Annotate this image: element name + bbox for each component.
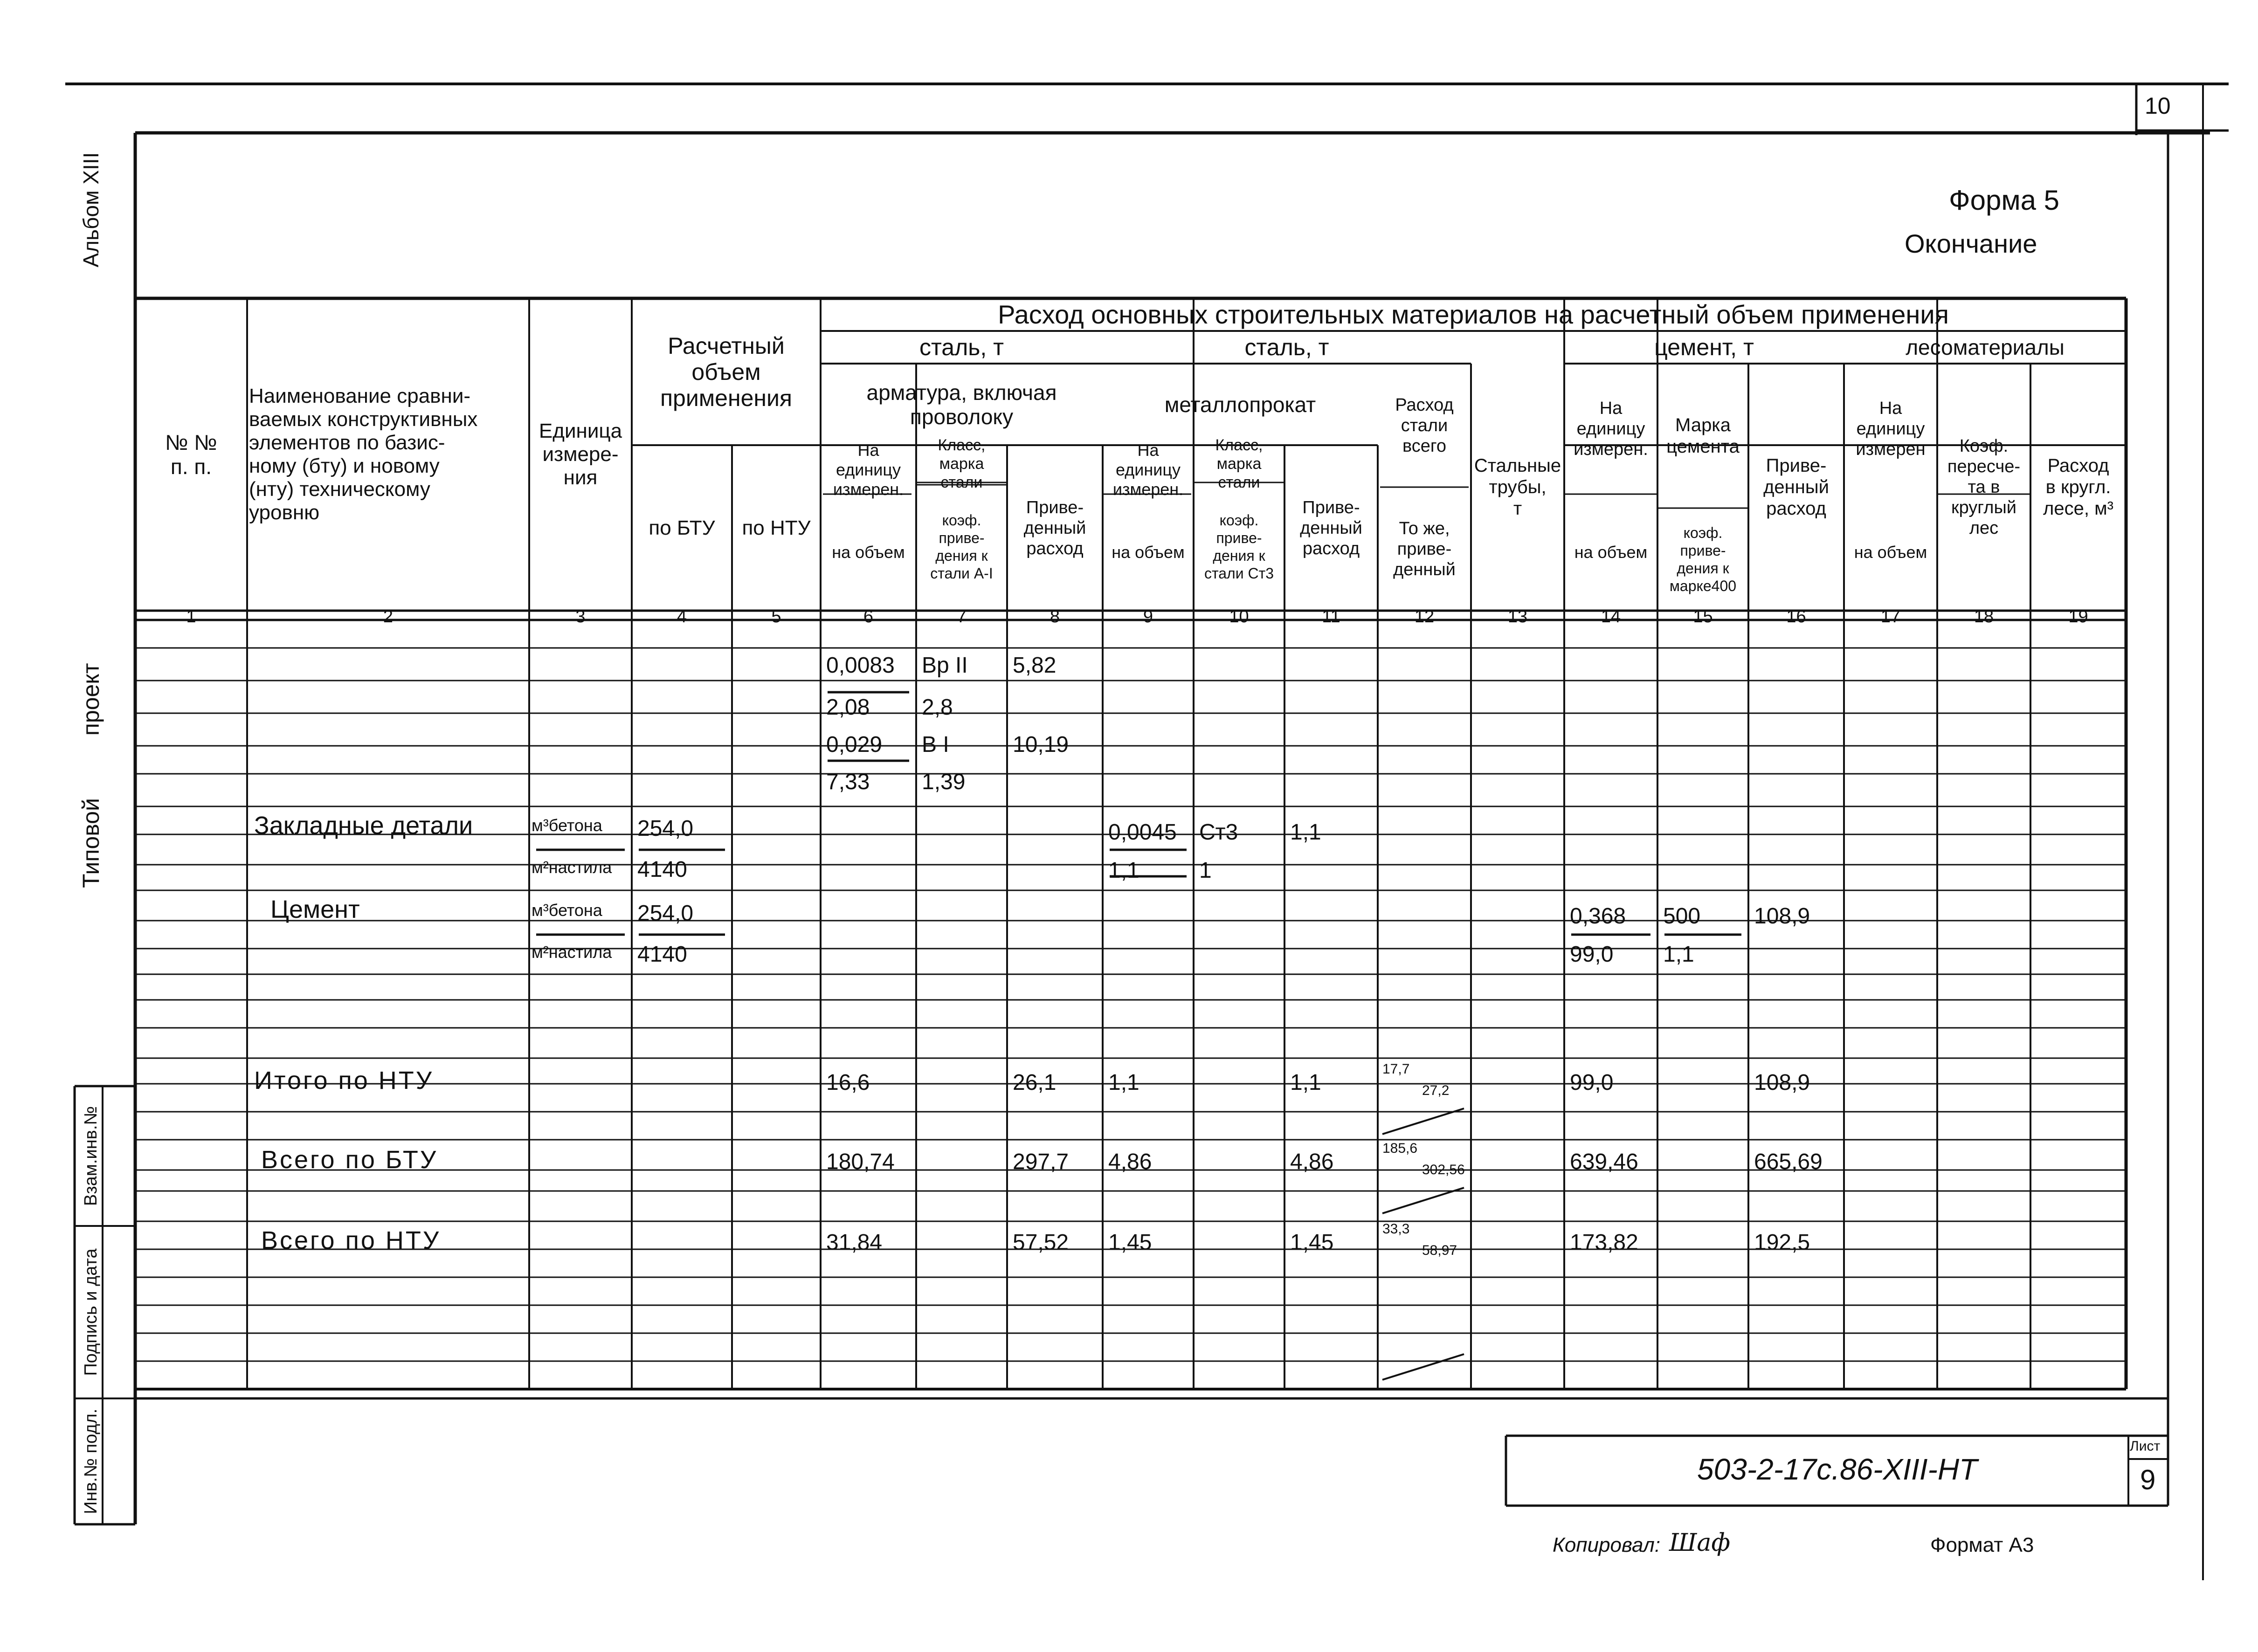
arm-r3-per-unit: 0,029 (826, 732, 883, 757)
header-c9-per-volume: на объем (1112, 543, 1185, 562)
cement-name: Цемент (270, 895, 360, 923)
header-by-ntu: по НТУ (742, 516, 811, 539)
format-label: Формат А3 (1930, 1534, 2034, 1556)
column-number-2: 2 (383, 607, 394, 626)
header-c14-per-volume: на объем (1574, 543, 1648, 562)
header-number: № № п. п. (165, 430, 217, 479)
arm-r1-class: Вр II (922, 653, 968, 678)
total-ntu-c14: 99,0 (1570, 1070, 1614, 1095)
document-code: 503-2-17с.86-XIII-НТ (1697, 1452, 1978, 1486)
header-c11-reduced: Приве- денный расход (1300, 497, 1362, 558)
embedded-class: Ст3 (1199, 820, 1238, 845)
arm-r1-reduced: 5,82 (1013, 653, 1056, 678)
column-number-9: 9 (1143, 607, 1153, 626)
header-calc-volume: Расчетный объем применения (660, 332, 793, 411)
copied-label: Копировал: (1553, 1534, 1661, 1556)
total-btu-all-name: Всего по БТУ (261, 1146, 438, 1174)
arm-r2-coef: 2,8 (922, 695, 953, 720)
column-number-14: 14 (1601, 607, 1621, 626)
column-number-6: 6 (863, 607, 874, 626)
embedded-reduced: 1,1 (1290, 820, 1321, 845)
header-c16-reduced: Приве- денный расход (1763, 455, 1829, 519)
column-number-17: 17 (1880, 607, 1901, 626)
header-c12-total: Расход стали всего (1395, 395, 1454, 456)
total-ntu-c12-total: 17,7 (1382, 1061, 1410, 1077)
sheet-value: 9 (2140, 1464, 2156, 1495)
header-c7-coef: коэф. приве- дения к стали А-I (930, 511, 993, 582)
cement-reduced: 108,9 (1754, 904, 1810, 929)
total-btu-all-c14: 639,46 (1570, 1150, 1638, 1174)
header-c10-class: Класс, марка стали (1215, 436, 1263, 491)
total-ntu-c6: 16,6 (826, 1070, 870, 1095)
column-number-10: 10 (1229, 607, 1249, 626)
header-c15-coef: коэф. приве- дения к марке400 (1669, 524, 1737, 594)
total-ntu-all-c11: 1,45 (1290, 1230, 1334, 1255)
copied-signature: Шаф (1669, 1529, 1731, 1557)
embedded-volume-ntu: 4140 (637, 857, 687, 882)
header-steel-rolled: сталь, т (1244, 334, 1329, 360)
project-type-label: Типовой проект (78, 663, 104, 888)
header-c8-reduced: Приве- денный расход (1023, 497, 1086, 558)
total-btu-all-c11: 4,86 (1290, 1150, 1334, 1174)
stamp-replaced-inv: Взам.инв.№ (81, 1106, 101, 1206)
total-ntu-all-c8: 57,52 (1013, 1230, 1069, 1255)
header-c15-cement-grade: Марка цемента (1666, 415, 1740, 457)
column-number-12: 12 (1414, 607, 1435, 626)
total-ntu-all-c9: 1,45 (1108, 1230, 1152, 1255)
arm-r4-coef: 1,39 (922, 770, 966, 794)
sheet-number-top: 10 (2145, 93, 2171, 119)
total-ntu-all-name: Всего по НТУ (261, 1226, 441, 1254)
column-number-16: 16 (1786, 607, 1806, 626)
column-number-18: 18 (1974, 607, 1994, 626)
arm-r1-per-unit: 0,0083 (826, 653, 895, 678)
column-number-1: 1 (186, 607, 196, 626)
embedded-per-volume: 1,1 (1108, 858, 1139, 883)
cement-unit-concrete: м³бетона (532, 901, 602, 920)
total-ntu-name: Итого по НТУ (254, 1067, 434, 1094)
total-btu-all-c12-reduced: 302,56 (1422, 1162, 1465, 1177)
stamp-original-inv: Инв.№ подл. (81, 1408, 101, 1514)
cement-volume-ntu: 4140 (637, 942, 687, 967)
arm-r4-per-volume: 7,33 (826, 770, 870, 794)
header-element-name: Наименование сравни- ваемых конструктивных элементов по базис- ному (бту) и новому (нту) техническому уровню (249, 385, 478, 524)
header-c10-coef: коэф. приве- дения к стали Ст3 (1204, 511, 1274, 582)
total-ntu-c9: 1,1 (1108, 1070, 1139, 1095)
header-main-materials: Расход основных строительных материалов на расчетный объем применения (998, 300, 1949, 329)
embedded-per-unit: 0,0045 (1108, 820, 1177, 845)
total-ntu-all-c14: 173,82 (1570, 1230, 1638, 1255)
total-ntu-c16: 108,9 (1754, 1070, 1810, 1095)
sheet-label: Лист (2130, 1439, 2161, 1454)
arm-r3-class: В I (922, 732, 949, 757)
total-ntu-c11: 1,1 (1290, 1070, 1321, 1095)
column-number-11: 11 (1322, 607, 1340, 626)
form-subtitle: Окончание (1905, 229, 2037, 258)
total-btu-all-c12-total: 185,6 (1382, 1141, 1418, 1156)
total-ntu-all-c12-reduced: 58,97 (1422, 1243, 1457, 1258)
embedded-unit-concrete: м³бетона (532, 816, 602, 835)
total-ntu-all-c16: 192,5 (1754, 1230, 1810, 1255)
cement-coef: 1,1 (1663, 942, 1694, 967)
header-c17-per-volume: на объем (1854, 543, 1927, 562)
header-cement: цемент, т (1654, 334, 1754, 360)
column-number-15: 15 (1693, 607, 1713, 626)
total-btu-all-c6: 180,74 (826, 1150, 895, 1174)
stamp-signature-date: Подпись и дата (81, 1248, 101, 1376)
cement-grade: 500 (1663, 904, 1701, 929)
header-steel-armature: сталь, т (919, 334, 1004, 360)
cement-per-volume: 99,0 (1570, 942, 1614, 967)
column-number-4: 4 (677, 607, 687, 626)
header-c18-coef-round: Коэф. пересче- та в круглый лес (1947, 436, 2021, 538)
embedded-coef: 1 (1199, 858, 1212, 883)
cement-volume-btu: 254,0 (637, 901, 694, 926)
column-number-8: 8 (1050, 607, 1060, 626)
total-ntu-all-c12-total: 33,3 (1382, 1221, 1410, 1237)
header-c9-per-unit: На единицу измерен. (1112, 440, 1184, 499)
embedded-volume-btu: 254,0 (637, 816, 694, 841)
album-label: Альбом XIII (79, 152, 103, 268)
total-ntu-c12-reduced: 27,2 (1422, 1083, 1450, 1098)
column-number-7: 7 (956, 607, 967, 626)
cement-unit-deck: м²настила (532, 943, 612, 962)
form-title: Форма 5 (1949, 185, 2060, 216)
header-rolled-metal: металлопрокат (1164, 392, 1316, 417)
arm-r2-per-volume: 2,08 (826, 695, 870, 720)
total-ntu-c8: 26,1 (1013, 1070, 1056, 1095)
header-c13-steel-pipes: Стальные трубы, т (1474, 455, 1561, 519)
embedded-unit-deck: м²настила (532, 858, 612, 877)
header-c17-per-unit: На единицу измерен (1856, 399, 1926, 459)
header-c14-per-unit: На единицу измерен. (1574, 399, 1648, 459)
header-c6-per-unit: На единицу измерен. (833, 440, 904, 499)
total-btu-all-c16: 665,69 (1754, 1150, 1823, 1174)
total-btu-all-c8: 297,7 (1013, 1150, 1069, 1174)
arm-r3-reduced: 10,19 (1013, 732, 1069, 757)
column-number-19: 19 (2068, 607, 2088, 626)
column-number-5: 5 (771, 607, 781, 626)
column-number-13: 13 (1507, 607, 1528, 626)
total-ntu-all-c6: 31,84 (826, 1230, 883, 1255)
header-lumber: лесоматериалы (1906, 335, 2065, 359)
header-c12-reduced: То же, приве- денный (1393, 518, 1456, 579)
total-btu-all-c9: 4,86 (1108, 1150, 1152, 1174)
cement-per-unit: 0,368 (1570, 904, 1626, 929)
header-c19-round-timber: Расход в кругл. лесе, м³ (2043, 455, 2113, 519)
header-unit: Единица измере- ния (539, 420, 622, 489)
header-c6-per-volume: на объем (832, 543, 905, 562)
header-c7-class: Класс, марка стали (938, 436, 986, 491)
header-armature-incl-wire: арматура, включая проволоку (866, 380, 1057, 429)
column-number-3: 3 (575, 607, 586, 626)
header-by-btu: по БТУ (649, 516, 715, 539)
embedded-name: Закладные детали (254, 812, 473, 840)
